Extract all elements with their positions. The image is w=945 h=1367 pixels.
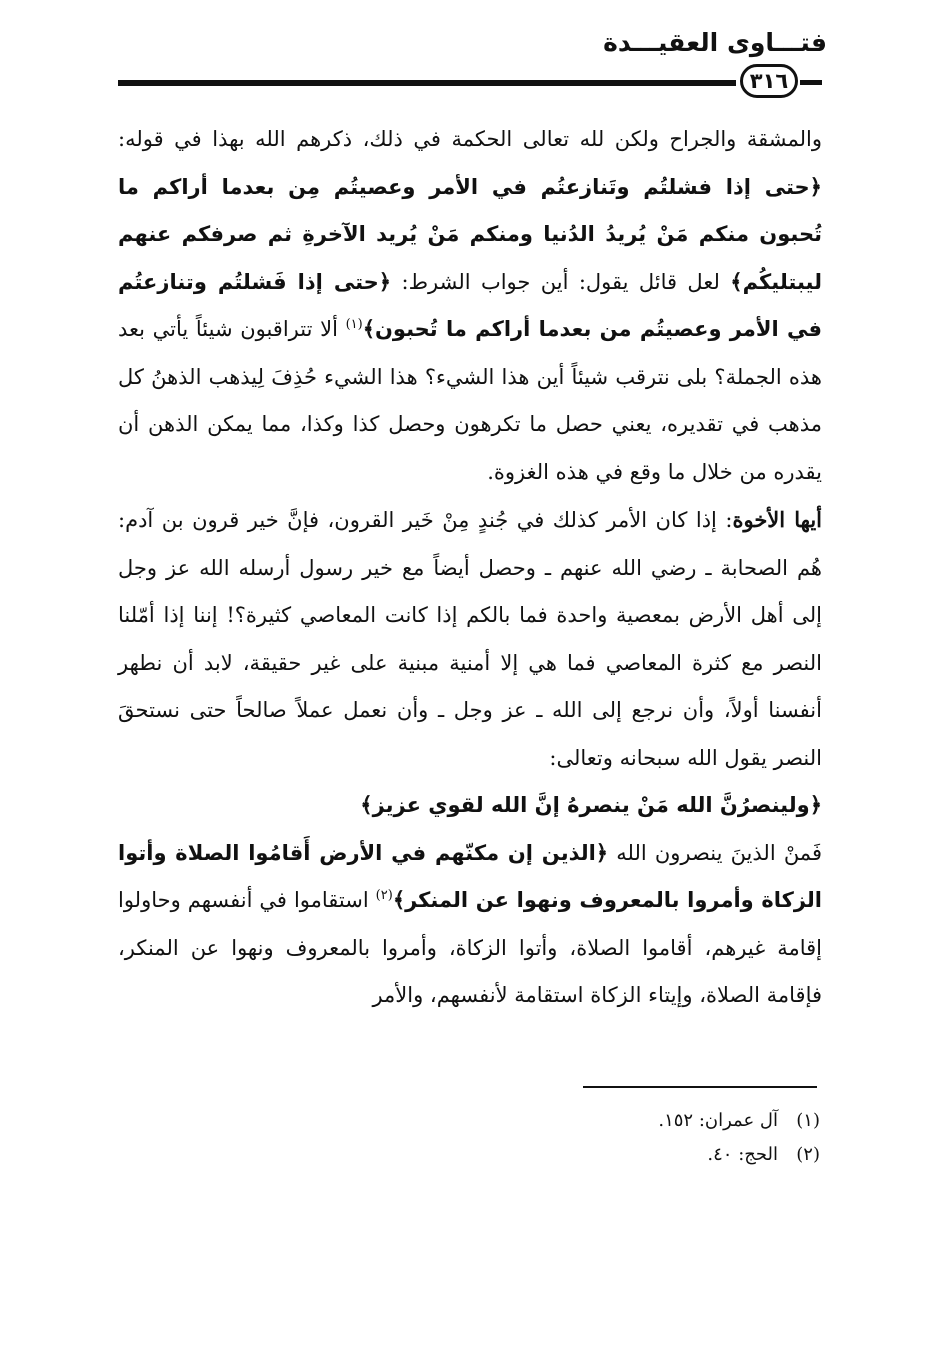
- footnote-1: [500, 1104, 820, 1138]
- quran-verse-2: ﴿حتى إذا فَشلتُم وتنازعتُم في الأمر وعصيتُم من بعدما أراكم ما تُحبون﴾: [118, 269, 822, 341]
- paragraph-2: [118, 496, 822, 830]
- header-rule: [118, 80, 736, 86]
- book-title: فتـــاوى العقيـــدة: [603, 28, 827, 57]
- footnote-2: [500, 1138, 820, 1172]
- quran-verse-1: ﴿حتى إذا فشلتُم وتَنازعتُم في الأمر وعصيتُم مِن بعدما أراكم ما تُحبون منكم مَنْ يُريدُ الدُنيا ومنكم مَنْ يُريد الآخرةِ ثم صرفكم عنهم ليبتليكُم﴾: [118, 174, 822, 294]
- page-header: [0, 0, 945, 110]
- footnote-marker-2: (٢): [375, 888, 393, 903]
- paragraph-1-text-c: ألا تتراقبون شيئاً يأتي بعد هذه الجملة؟ بلى نترقب شيئاً أين هذا الشيء؟ هذا الشيء حُذِفَ لِيذهب الذهنُ كل مذهب في تقديره، يعني حصل ما تكرهون وحصل كذا وكذا، مما يمكن الذهن أن يقدره من خلال ما وقع في هذه الغزوة.: [118, 317, 822, 484]
- quran-verse-3: ﴿ولينصرُنَّ الله مَنْ ينصرهُ إنَّ الله لقوي عزيز﴾: [360, 793, 822, 817]
- header-rule-short: [800, 80, 822, 85]
- footnote-marker-1: (١): [345, 317, 363, 332]
- footnotes: [500, 1104, 820, 1172]
- paragraph-1: [118, 116, 822, 496]
- footnote-2-number: (٢): [796, 1144, 820, 1165]
- paragraph-2-text: : إذا كان الأمر كذلك في جُندٍ مِنْ خَير القرون، فإنَّ خير قرون بن آدم: هُم الصحابة ـ رضي الله عنهم ـ وحصل أيضاً مع خير رسول أرسله الله عز وجل إلى أهل الأرض بمعصية واحدة فما بالكم إذا كانت المعاصي كثيرة؟! إننا إذا أمّلنا النصر مع كثرة المعاصي فما هي إلا أمنية مبنية على غير حقيقة، لابد أن نطهر أنفسنا أولاً، وأن نرجع إلى الله ـ عز وجل ـ وأن نعمل عملاً صالحاً حتى نستحقَ النصر يقول الله سبحانه وتعالى:: [118, 508, 822, 770]
- paragraph-3-text-b: استقاموا في أنفسهم وحاولوا إقامة غيرهم، أقاموا الصلاة، وأتوا الزكاة، وأمروا بالمعروف ونهوا عن المنكر، فإقامة الصلاة، وإيتاء الزكاة استقامة لأنفسهم، والأمر: [118, 888, 822, 1007]
- footnote-divider: [583, 1086, 817, 1088]
- page-number: ٣١٦: [740, 64, 798, 98]
- quran-verse-4: ﴿الذين إن مكنّهم في الأرض أَقامُوا الصلاة وأتوا الزكاة وأمروا بالمعروف ونهوا عن المنكر﴾: [118, 840, 822, 912]
- paragraph-3: [118, 830, 822, 1020]
- paragraph-3-text-a: فَمنْ الذينَ ينصرون الله: [608, 840, 822, 865]
- footnote-1-text: آل عمران: ١٥٢.: [658, 1110, 778, 1131]
- paragraph-1-text-b: لعل قائل يقول: أين جواب الشرط:: [391, 269, 731, 294]
- body-text: [118, 116, 822, 1020]
- paragraph-2-lead: أيها الأخوة: [732, 507, 823, 532]
- footnote-1-number: (١): [796, 1110, 820, 1131]
- paragraph-1-text-a: والمشقة والجراح ولكن لله تعالى الحكمة في ذلك، ذكرهم الله بهذا في قوله:: [118, 127, 822, 151]
- footnote-2-text: الحج: ٤٠.: [707, 1144, 778, 1165]
